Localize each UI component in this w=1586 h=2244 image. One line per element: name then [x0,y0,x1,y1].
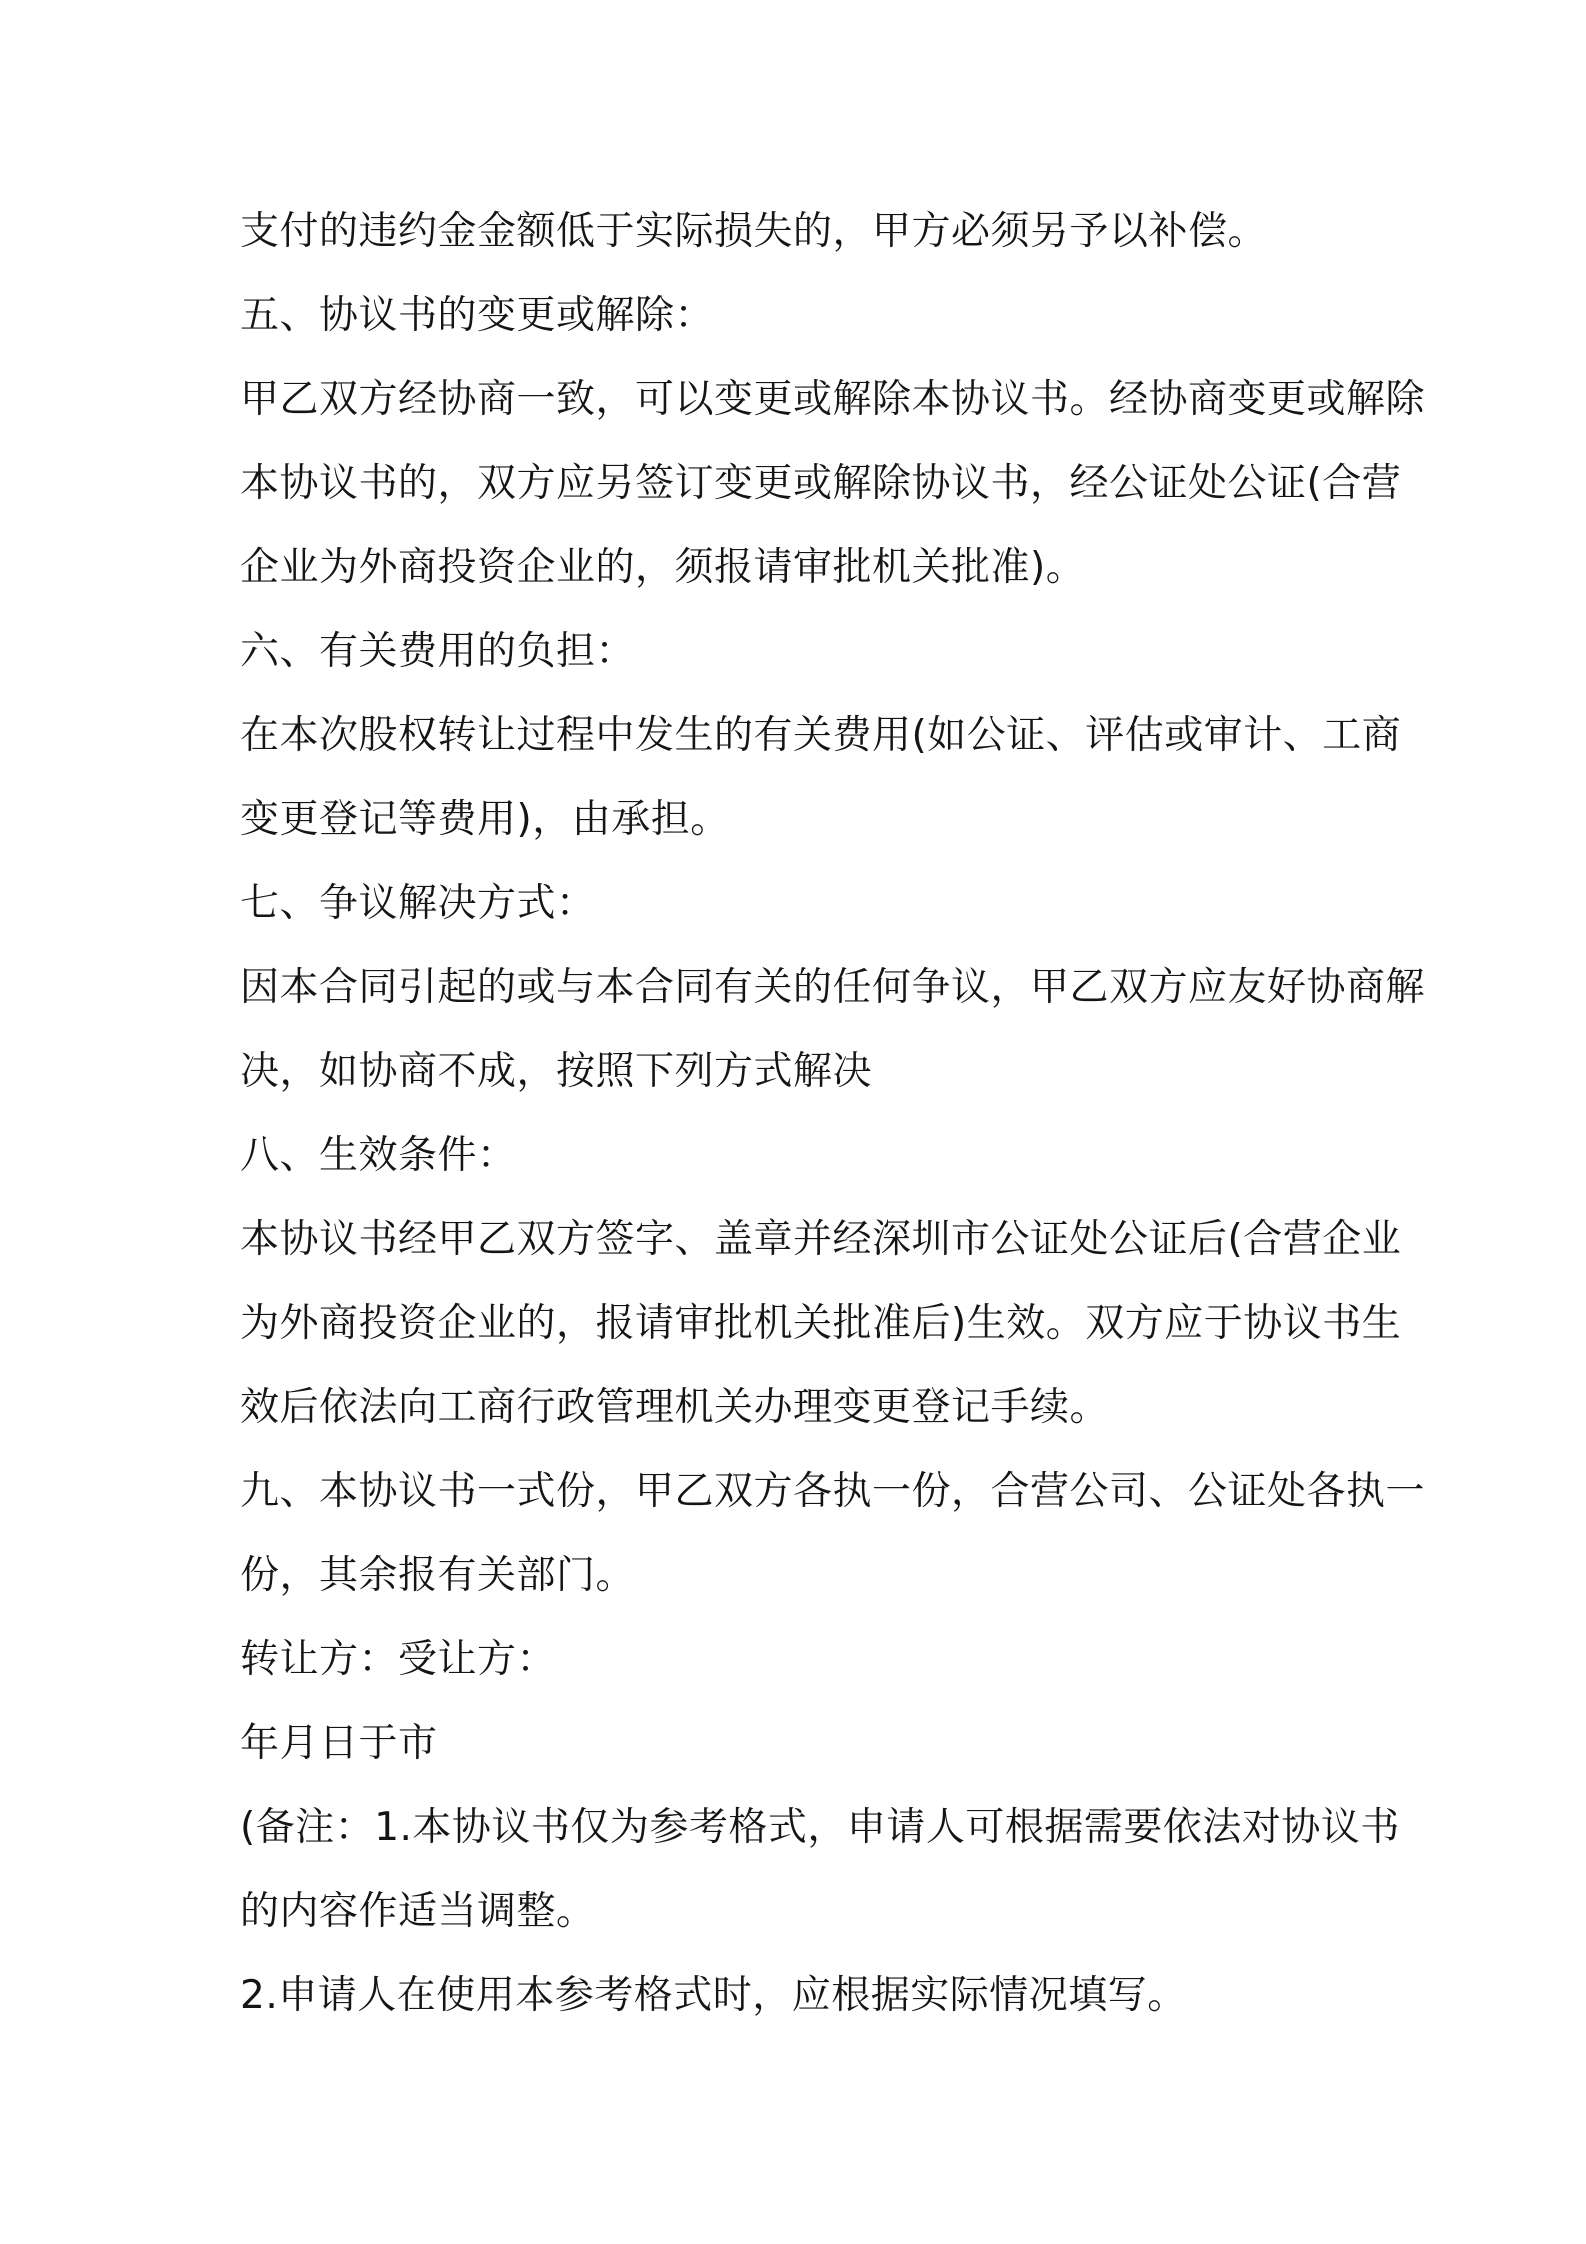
section-heading-7: 七、争议解决方式： [240,881,596,926]
text-line: 变更登记等费用)，由承担。 [240,797,730,842]
text-line: 本协议书经甲乙双方签字、盖章并经深圳市公证处公证后(合营企业 [240,1217,1402,1262]
text-line: 本协议书的，双方应另签订变更或解除协议书，经公证处公证(合营 [240,461,1402,506]
text-line: 份，其余报有关部门。 [240,1553,636,1598]
text-line: 因本合同引起的或与本合同有关的任何争议，甲乙双方应友好协商解 [240,965,1426,1010]
date-place-line: 年月日于市 [240,1721,438,1766]
section-heading-8: 八、生效条件： [240,1133,517,1178]
note-line: (备注：1.本协议书仅为参考格式，申请人可根据需要依法对协议书 [240,1805,1400,1850]
note-line: 2.申请人在使用本参考格式时，应根据实际情况填写。 [240,1973,1187,2018]
text-line: 决，如协商不成，按照下列方式解决 [240,1049,873,1094]
text-line: 效后依法向工商行政管理机关办理变更登记手续。 [240,1385,1110,1430]
note-line: 的内容作适当调整。 [240,1889,596,1934]
section-heading-9: 九、本协议书一式份，甲乙双方各执一份，合营公司、公证处各执一 [240,1469,1426,1514]
section-heading-5: 五、协议书的变更或解除： [240,293,715,338]
document-body [240,190,1426,2038]
text-line: 甲乙双方经协商一致，可以变更或解除本协议书。经协商变更或解除 [240,377,1426,422]
text-line: 在本次股权转让过程中发生的有关费用(如公证、评估或审计、工商 [240,713,1402,758]
text-line: 支付的违约金金额低于实际损失的，甲方必须另予以补偿。 [240,209,1268,254]
text-line: 为外商投资企业的，报请审批机关批准后)生效。双方应于协议书生 [240,1301,1402,1346]
section-heading-6: 六、有关费用的负担： [240,629,636,674]
signature-parties: 转让方：受让方： [240,1637,557,1682]
text-line: 企业为外商投资企业的，须报请审批机关批准)。 [240,545,1086,590]
